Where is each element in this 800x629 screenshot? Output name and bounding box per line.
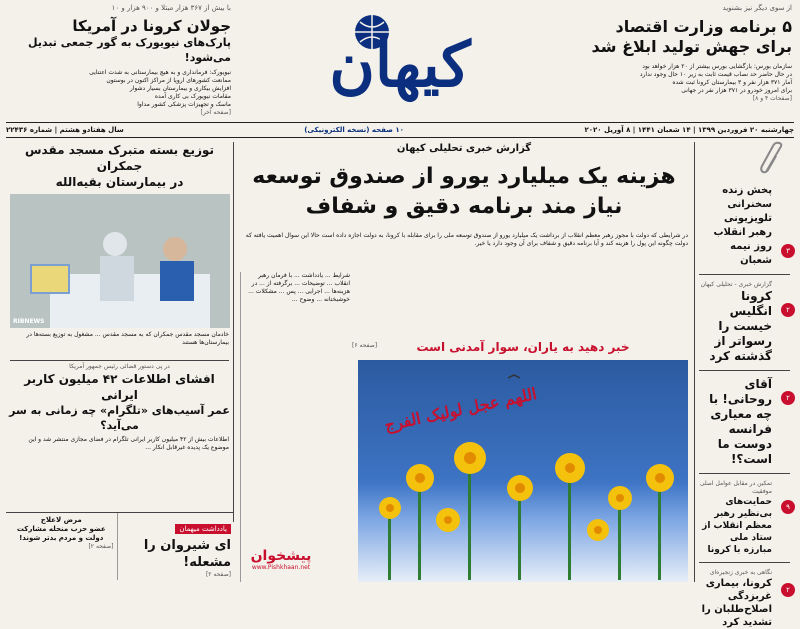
incurable-ref: [صفحه ۲] <box>88 543 114 550</box>
issue-pages: ۱۰ صفحه (نسخه الکترونیکی) <box>304 125 404 134</box>
top-right-item: برای امروز خودرو در ۳۷۱ هزار نفر در جهانی <box>681 87 792 94</box>
page-number-badge: ۲ <box>781 391 795 405</box>
top-left-item: ممانعت کشورهای اروپا از مراکز اکنون در بوستون <box>106 77 231 84</box>
left-title2-2[interactable]: عمر آسیب‌های «تلگرام» چه زمانی به سر می‌آید؟ <box>9 404 230 432</box>
masthead-title: کیهان <box>329 28 471 101</box>
right-item[interactable] <box>695 480 794 556</box>
center-kicker: گزارش خبری تحلیلی کیهان <box>396 143 532 154</box>
left-title2-1[interactable]: افشای اطلاعات ۴۲ میلیون کاربر ایرانی <box>24 372 215 402</box>
center-left-text <box>240 272 350 582</box>
guest-note-box[interactable] <box>124 513 235 580</box>
top-right-item: در حال حاضر حد نصاب قیمت ثابت به زیر ۱۰ حال وجود ندارد <box>639 71 792 78</box>
daffodil-photo <box>358 360 688 582</box>
right-item-tag: نگاهی به خبری زنجیره‌ای <box>709 569 772 576</box>
right-item-title: پخش زنده سخنرانی تلویزیونی رهبر انقلاب روز نیمه شعبان <box>713 185 772 266</box>
top-right-item: سازمان بورس: بازگشایی بورس بیشتر از ۲۰ هزار خواهد بود <box>642 63 792 70</box>
incurable-title-2: دولت و مردم بدتر شوند! <box>19 534 104 542</box>
right-item-title: کرونا انگلیس خیست را رسوا‌تر از گذشته کرد <box>709 289 772 363</box>
bottom-left-boxes <box>6 512 234 580</box>
top-left-title-2: پارک‌های نیویورک به گور جمعی تبدیل می‌شود! <box>28 36 231 64</box>
top-right-title-2: برای جهش تولید ابلاغ شد <box>591 37 792 56</box>
center-headline-2[interactable]: نیاز مند برنامه دقیق و شفاف <box>305 194 623 219</box>
top-right-block <box>572 4 792 124</box>
incurable-kicker: مرض لاعلاج <box>40 516 82 524</box>
watermark-brand: پیشخوان <box>250 548 312 564</box>
paperclip-icon <box>758 142 788 178</box>
guest-note-label: یادداشت میهمان <box>175 524 231 534</box>
top-left-page-ref: [صفحه آخر] <box>200 109 231 116</box>
calligraphy-text: اللهم عجل لولیک الفرج <box>382 384 539 435</box>
watermark <box>236 548 326 578</box>
page-number-badge: ۲ <box>781 303 795 317</box>
hospital-photo <box>10 194 229 328</box>
issue-date: چهارشنبه ۲۰ فروردین ۱۳۹۹ | ۱۴ شعبان ۱۴۴۱ | ۸ آوریل ۲۰۲۰ <box>584 125 794 134</box>
right-item[interactable] <box>695 281 794 364</box>
hospital-scene-icon <box>10 194 230 328</box>
incurable-title-1: عضو حزب منحله مشارکت <box>16 525 106 533</box>
right-item-title: آقای روحانی! با چه معیاری فرانسه دوست ما است؟! <box>709 377 772 466</box>
center-lead: در شرایطی که دولت با مجوز رهبر معظم انقلاب از برداشت یک میلیارد یورو از صندوق توسعه ملی را برای مقابله با کرونا، به دولت اجازه داده است حالا این سوال اهمیت یافته که دولت چگونه این پول را هزینه کند و آیا برنامه دقیق و شفاف برای آن وجود دارد یا خیر. <box>245 232 688 247</box>
top-left-item: نیویورک: فرمانداری و به هیچ بیمارستانی به شدت اعتنایی <box>89 69 231 76</box>
right-column <box>694 142 794 628</box>
watermark-url: www.Pishkhaan.net <box>251 564 311 571</box>
right-item-title: حمایت‌های بی‌نظیر رهبر معظم انقلاب از ستاد ملی مبارزه با کرونا <box>702 497 772 555</box>
masthead-info-bar <box>6 122 794 138</box>
top-left-item: ماسک و تجهیزات پزشکی کشور مداوا <box>137 101 231 108</box>
left-column <box>6 142 234 522</box>
top-right-page-ref: [صفحات ۴ و ۸] <box>752 95 792 102</box>
top-left-items <box>6 69 231 117</box>
page-number-badge: ۳ <box>781 244 795 258</box>
top-left-item: مقامات نیویورک بی کاری آمده <box>154 93 231 100</box>
top-right-title-1: ۵ برنامه وزارت اقتصاد <box>615 17 792 36</box>
center-section <box>240 142 688 582</box>
right-item[interactable] <box>695 569 794 629</box>
masthead <box>290 10 510 120</box>
top-left-title-1: جولان کرونا در آمریکا <box>72 17 231 35</box>
right-item-title: کرونا، بیماری غربزدگی اصلاح‌طلبان را تشدید کرد <box>701 578 772 628</box>
right-item[interactable] <box>695 184 794 268</box>
left-body-2: اطلاعات بیش از ۴۲ میلیون کاربر ایرانی تلگرام در فضای مجازی منتشر شد و این موضوع یک پدیده غیرقابل انکار ... <box>28 436 229 451</box>
photo-watermark: RIBNEWS <box>13 318 45 325</box>
center-headline-1[interactable]: هزینه یک میلیارد یورو از صندوق توسعه <box>252 164 676 189</box>
photo-kicker: خبر دهید به یاران، سوار آمدنی است <box>416 340 630 354</box>
top-left-item: افزایش بیکاری و بیمارستان بسیار دشوار <box>129 85 231 92</box>
issue-number: سال هفتادو هشتم | شماره ۲۲۴۳۶ <box>6 125 124 134</box>
left-title-2[interactable]: در بیمارستان بقیه‌الله <box>55 175 184 189</box>
guest-note-title-1: ای شیروان را <box>143 538 231 553</box>
right-item-tag: گزارش خبری - تحلیلی کیهان <box>700 281 772 288</box>
top-right-item: آمار ۳۷۱ هزار نفر و ۳ بیمارستان کرونا ثبت شده <box>672 79 792 86</box>
photo-caption: خادمان مسجد مقدس جمکران که به مسجد مقدس ... مشغول به توزیع بسته‌ها در بیمارستان‌ها هستند <box>26 331 229 346</box>
left-title-1[interactable]: توزیع بسته متبرک مسجد مقدس جمکران <box>25 143 214 173</box>
right-item-tag: تمکین در مقابل عوامل اصلی موفقیت <box>699 480 772 495</box>
right-item[interactable] <box>695 377 794 467</box>
incurable-box[interactable] <box>6 513 118 580</box>
center-left-paragraph: شرایط ... یادداشت ... با فرمان رهبر انقلاب ... توضیحات ... برگرفته از ... در هزینه‌ها ... اجرایی ... پس ... مشکلات ... خوشبختانه ... وضوح ... <box>248 272 350 303</box>
top-left-block <box>6 4 231 124</box>
guest-note-ref: [صفحه ۲] <box>205 571 231 578</box>
photo-ref: [صفحه ۶] <box>352 342 378 349</box>
top-left-kicker: با بیش از ۳۶۷ هزار مبتلا و ۹۰۰ هزار و ۱۰ <box>111 4 231 12</box>
left-kicker-2: در پی دستور قضائی رئیس جمهور آمریکا <box>69 363 170 370</box>
top-right-items <box>572 63 792 103</box>
page-number-badge: ۲ <box>781 583 795 597</box>
top-right-kicker: از سوی دیگر نیز بشنوید <box>722 4 792 12</box>
guest-note-title-2: مشعله! <box>183 555 231 570</box>
page-number-badge: ۹ <box>781 500 795 514</box>
